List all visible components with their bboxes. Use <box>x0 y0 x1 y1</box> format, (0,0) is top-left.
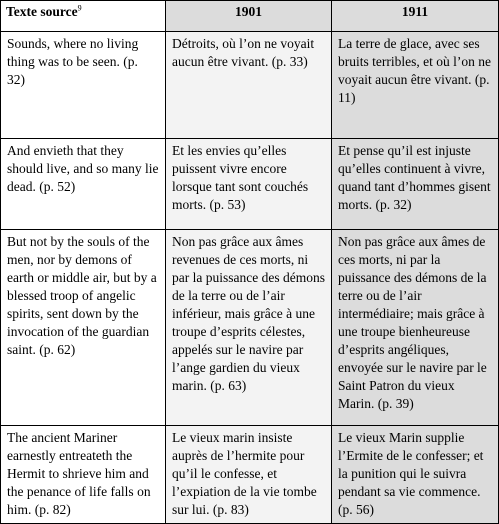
table-row <box>1 139 499 230</box>
translation-1911-cell: Non pas grâce aux âmes de ces morts, ni par la puissance des démons de la terre ou de l’air intermédiaire; mais grâce à une troupe bienheureuse d’esprits angéliques, envoyée sur le navire par le Saint Patron du vieux Marin. (p. 39) <box>332 230 499 426</box>
translation-1901-cell: Et les envies qu’elles puissent vivre encore lorsque tant sont couchés morts. (p. 53) <box>166 139 332 230</box>
source-cell: But not by the souls of the men, nor by demons of earth or middle air, but by a blessed troop of angelic spirits, sent down by the invocation of the guardian saint. (p. 62) <box>1 230 166 426</box>
translation-1911-cell: Et pense qu’il est injuste qu’elles continuent à vivre, quand tant d’hommes gisent morts. (p. 32) <box>332 139 499 230</box>
header-row <box>1 1 499 32</box>
translation-1911-cell: La terre de glace, avec ses bruits terribles, et où l’on ne voyait aucun être vivant. (p. 11) <box>332 32 499 139</box>
table-row <box>1 426 499 524</box>
header-source <box>1 1 166 32</box>
source-cell: The ancient Mariner earnestly entreateth the Hermit to shrieve him and the penance of life falls on him. (p. 82) <box>1 426 166 524</box>
translation-1901-cell: Le vieux marin insiste auprès de l’hermite pour qu’il le confesse, et l’expiation de la vie tombe sur lui. (p. 83) <box>166 426 332 524</box>
translation-1901-cell: Détroits, où l’on ne voyait aucun être vivant. (p. 33) <box>166 32 332 139</box>
header-1911: 1911 <box>332 1 499 32</box>
table-row <box>1 230 499 426</box>
translation-1901-cell: Non pas grâce aux âmes revenues de ces morts, ni par la puissance des démons de la terre ou de l’air inférieur, mais grâce à une troupe d’esprits célestes, appelés sur le navire par l’ange gardien du vieux marin. (p. 63) <box>166 230 332 426</box>
footnote-marker: 9 <box>77 3 82 13</box>
translation-1911-cell: Le vieux Marin supplie l’Ermite de le confesser; et la punition qui le suivra pendant sa vie commence. (p. 56) <box>332 426 499 524</box>
header-source-label: Texte source <box>6 4 78 19</box>
source-cell: And envieth that they should live, and so many lie dead. (p. 52) <box>1 139 166 230</box>
source-cell: Sounds, where no living thing was to be seen. (p. 32) <box>1 32 166 139</box>
table-row <box>1 32 499 139</box>
header-1901: 1901 <box>166 1 332 32</box>
